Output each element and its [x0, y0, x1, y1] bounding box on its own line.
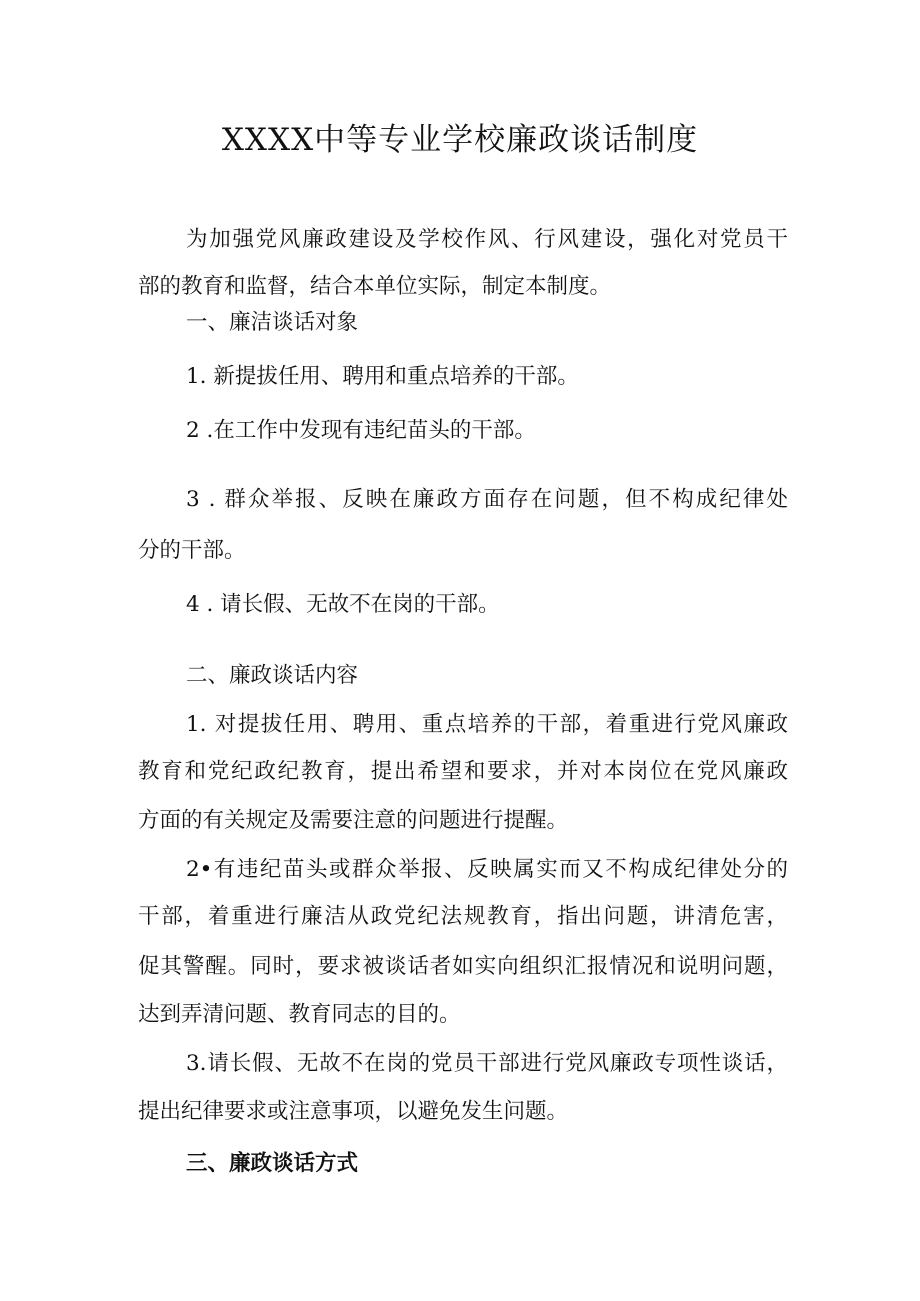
document-title: XXXX中等专业学校廉政谈话制度	[221, 122, 699, 158]
intro-paragraph-line-1: 为加强党风廉政建设及学校作风、行风建设，强化对党员干	[186, 227, 788, 252]
section-2-item-2-line-1: 2•有违纪苗头或群众举报、反映属实而又不构成纪律处分的	[186, 857, 788, 882]
section-3-heading: 三、廉政谈话方式	[186, 1151, 359, 1176]
intro-paragraph-line-2: 部的教育和监督，结合本单位实际，制定本制度。	[138, 274, 612, 299]
section-2-item-2-line-2: 干部，着重进行廉洁从政党纪法规教育，指出问题，讲清危害，	[138, 904, 788, 929]
section-1-item-3-line-2: 分的干部。	[138, 538, 246, 563]
section-1-item-1: 1. 新提拔任用、聘用和重点培养的干部。	[186, 364, 579, 389]
section-2-item-1-line-2: 教育和党纪政纪教育，提出希望和要求，并对本岗位在党风廉政	[138, 759, 788, 784]
section-2-item-2-line-3: 促其警醒。同时，要求被谈话者如实向组织汇报情况和说明问题，	[138, 954, 788, 979]
section-2-item-2-line-4: 达到弄清问题、教育同志的目的。	[138, 1002, 461, 1027]
section-1-heading: 一、廉洁谈话对象	[186, 310, 359, 335]
section-2-item-3-line-1: 3.请长假、无故不在岗的党员干部进行党风廉政专项性谈话，	[186, 1051, 788, 1076]
section-2-heading: 二、廉政谈话内容	[186, 663, 359, 688]
section-1-item-2: 2 .在工作中发现有违纪苗头的干部。	[186, 418, 536, 443]
section-2-item-1-line-1: 1. 对提拔任用、聘用、重点培养的干部，着重进行党风廉政	[186, 712, 788, 737]
section-2-item-1-line-3: 方面的有关规定及需要注意的问题进行提醒。	[138, 808, 569, 833]
section-1-item-3-line-1: 3 . 群众举报、反映在廉政方面存在问题，但不构成纪律处	[186, 487, 788, 512]
section-1-item-4: 4 . 请长假、无故不在岗的干部。	[186, 592, 500, 617]
section-2-item-3-line-2: 提出纪律要求或注意事项，以避免发生问题。	[138, 1099, 569, 1124]
